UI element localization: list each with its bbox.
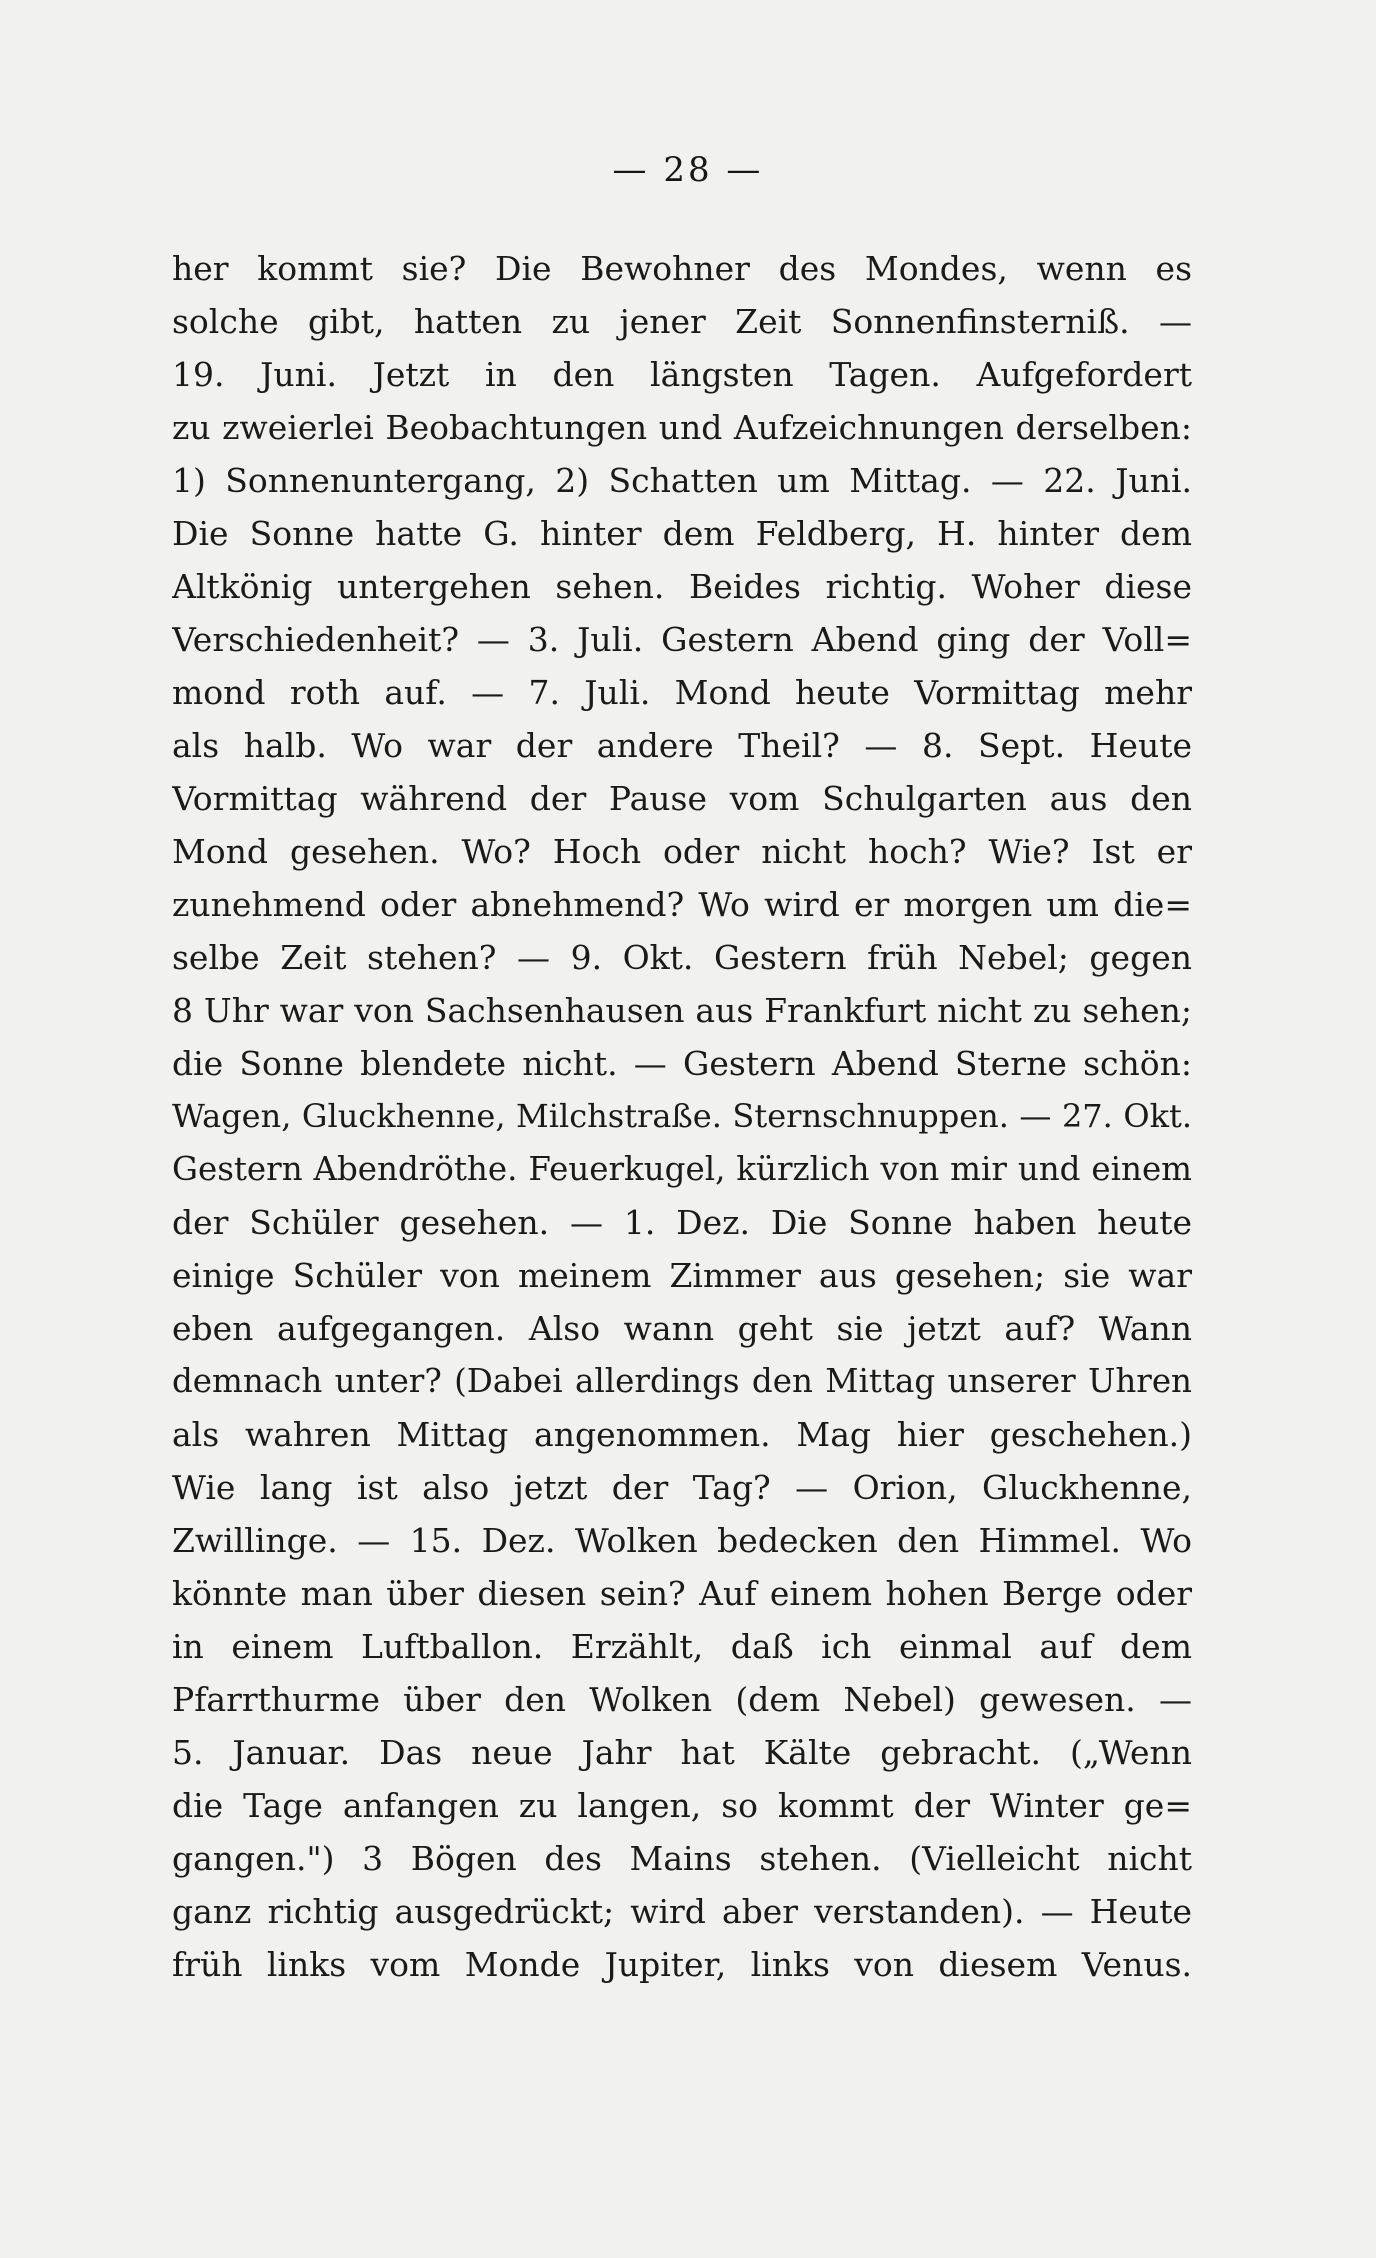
text-line: die Tage anfangen zu langen, so kommt der Winter ge=	[172, 1786, 1192, 1825]
text-line: Verschiedenheit? — 3. Juli. Gestern Abend ging der Voll=	[172, 620, 1192, 659]
text-line: Mond gesehen. Wo? Hoch oder nicht hoch? Wie? Ist er	[172, 832, 1192, 871]
text-line: demnach unter? (Dabei allerdings den Mittag unserer Uhren	[172, 1362, 1192, 1400]
text-line: zu zweierlei Beobachtungen und Aufzeichnungen derselben:	[172, 408, 1192, 447]
text-line: solche gibt, hatten zu jener Zeit Sonnenfinsterniß. —	[172, 302, 1192, 341]
text-line: als halb. Wo war der andere Theil? — 8. Sept. Heute	[172, 726, 1192, 765]
text-line: her kommt sie? Die Bewohner des Mondes, wenn es	[172, 249, 1192, 288]
text-line: Die Sonne hatte G. hinter dem Feldberg, H. hinter dem	[172, 514, 1192, 553]
text-line: eben aufgegangen. Also wann geht sie jetzt auf? Wann	[172, 1309, 1192, 1348]
text-line: Pfarrthurme über den Wolken (dem Nebel) gewesen. —	[172, 1680, 1192, 1719]
text-line: gangen.") 3 Bögen des Mains stehen. (Vielleicht nicht	[172, 1839, 1192, 1878]
text-line: als wahren Mittag angenommen. Mag hier geschehen.)	[172, 1415, 1192, 1454]
text-line: zunehmend oder abnehmend? Wo wird er morgen um die=	[172, 885, 1192, 924]
body-text	[172, 242, 1192, 1991]
text-line: in einem Luftballon. Erzählt, daß ich einmal auf dem	[172, 1627, 1192, 1666]
text-line: Wagen, Gluckhenne, Milchstraße. Sternschnuppen. — 27. Okt.	[172, 1097, 1192, 1135]
text-line: Vormittag während der Pause vom Schulgarten aus den	[172, 779, 1192, 818]
text-line: Zwillinge. — 15. Dez. Wolken bedecken den Himmel. Wo	[172, 1521, 1192, 1560]
text-line: Altkönig untergehen sehen. Beides richtig. Woher diese	[172, 567, 1192, 606]
text-line: einige Schüler von meinem Zimmer aus gesehen; sie war	[172, 1256, 1192, 1295]
text-line: könnte man über diesen sein? Auf einem hohen Berge oder	[172, 1574, 1192, 1613]
text-line: mond roth auf. — 7. Juli. Mond heute Vormittag mehr	[172, 673, 1192, 712]
text-line: Wie lang ist also jetzt der Tag? — Orion, Gluckhenne,	[172, 1468, 1192, 1507]
text-line: 1) Sonnenuntergang, 2) Schatten um Mittag. — 22. Juni.	[172, 461, 1192, 500]
text-line: selbe Zeit stehen? — 9. Okt. Gestern früh Nebel; gegen	[172, 938, 1192, 977]
page-number: — 28 —	[612, 150, 764, 190]
text-line: 8 Uhr war von Sachsenhausen aus Frankfurt nicht zu sehen;	[172, 991, 1192, 1030]
text-line: ganz richtig ausgedrückt; wird aber verstanden). — Heute	[172, 1892, 1192, 1931]
text-line: früh links vom Monde Jupiter, links von diesem Venus.	[172, 1945, 1192, 1984]
text-line: 5. Januar. Das neue Jahr hat Kälte gebracht. („Wenn	[172, 1733, 1192, 1772]
text-line: die Sonne blendete nicht. — Gestern Abend Sterne schön:	[172, 1044, 1192, 1083]
text-line: der Schüler gesehen. — 1. Dez. Die Sonne haben heute	[172, 1203, 1192, 1242]
text-line: Gestern Abendröthe. Feuerkugel, kürzlich von mir und einem	[172, 1150, 1192, 1188]
text-line: 19. Juni. Jetzt in den längsten Tagen. Aufgefordert	[172, 355, 1192, 394]
